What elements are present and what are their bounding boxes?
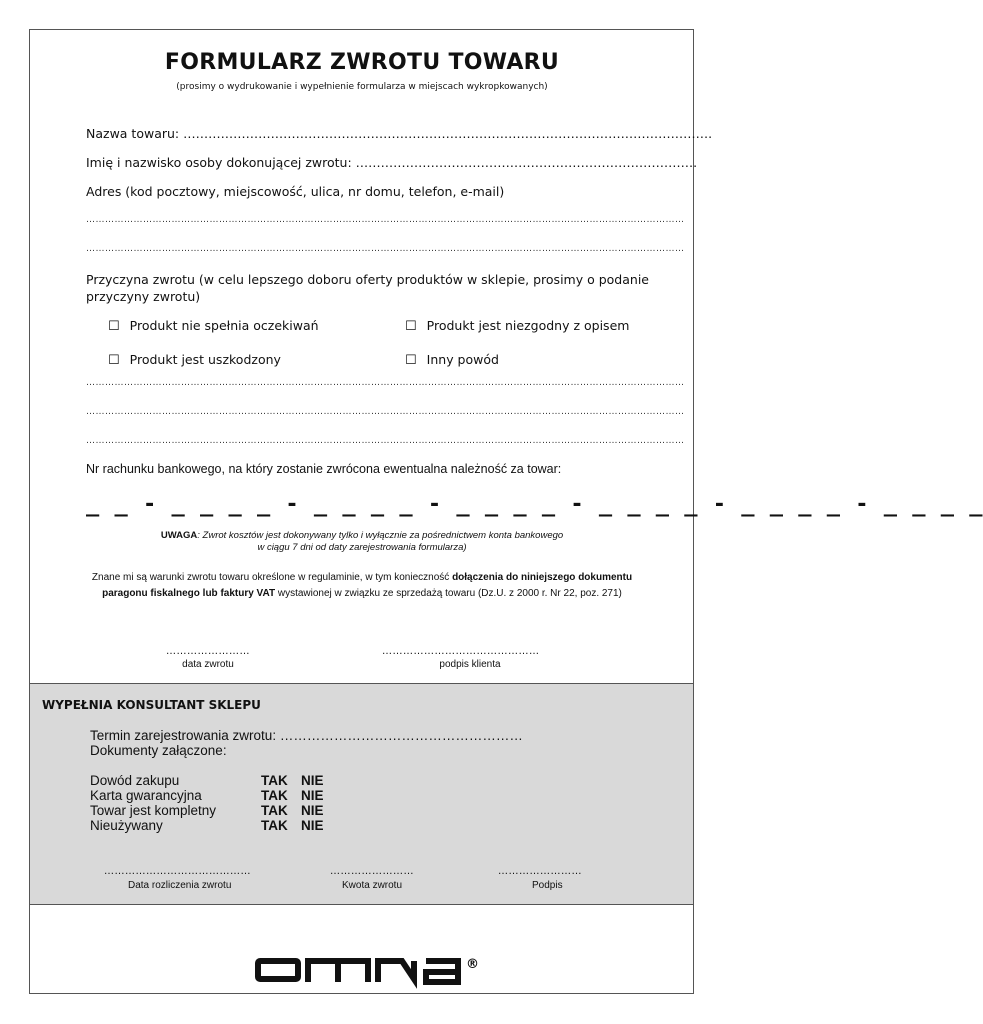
form-title: FORMULARZ ZWROTU TOWARU — [164, 50, 560, 75]
terms-bold-text: dołączenia do niniejszego dokumentu paragonu fiskalnego lub faktury VAT — [102, 572, 633, 599]
settlement-date-label: Data rozliczenia zwrotu — [128, 880, 232, 891]
address-line-1[interactable]: ……………………………………………………………………………………………………………………………………………………………………… — [86, 215, 685, 225]
reason-option-label: Produkt jest niezgodny z opisem — [426, 318, 630, 333]
return-date-field[interactable]: …………………… — [166, 646, 250, 657]
product-name-field[interactable]: Nazwa towaru: ………………………………………………………………………………………………………………. — [86, 126, 713, 141]
client-signature-label: podpis klienta — [439, 659, 501, 670]
check-label: Towar jest kompletny — [90, 803, 217, 818]
terms-text: wystawionej w związku ze sprzedażą towaru (Dz.U. z 2000 r. Nr 22, poz. 271) — [275, 588, 622, 599]
terms-text: Znane mi są warunki zwrotu towaru określone w regulaminie, w tym konieczność — [91, 572, 453, 583]
bank-account-label: Nr rachunku bankowego, na który zostanie zwrócona ewentualna należność za towar: — [86, 462, 562, 476]
refund-amount-field[interactable]: …………………… — [330, 866, 414, 877]
consultant-heading: WYPEŁNIA KONSULTANT SKLEPU — [42, 698, 261, 712]
reason-option-label: Produkt jest uszkodzony — [129, 352, 281, 367]
reason-option-not-meeting-expectations[interactable] — [108, 318, 319, 334]
registration-date-field[interactable]: Termin zarejestrowania zwrotu: ……………………………………………… — [90, 728, 523, 743]
checkbox-icon[interactable]: ☐ — [405, 319, 417, 334]
check-no-option[interactable]: NIE — [301, 818, 324, 833]
notice-text-line-2: w ciągu 7 dni od daty zarejestrowania formularza) — [257, 542, 467, 553]
checkbox-icon[interactable]: ☐ — [405, 353, 417, 368]
reason-label-line-1: Przyczyna zwrotu (w celu lepszego doboru oferty produktów w sklepie, prosimy o podanie — [86, 272, 649, 287]
notice-text-line-1: : Zwrot kosztów jest dokonywany tylko i wyłącznie za pośrednictwem konta bankowego — [197, 530, 564, 541]
reason-option-other[interactable] — [405, 352, 499, 368]
reason-line-3[interactable]: ……………………………………………………………………………………………………………………………………………………………………… — [86, 436, 685, 446]
consultant-signature-field[interactable]: …………………… — [498, 866, 582, 877]
reason-line-2[interactable]: ……………………………………………………………………………………………………………………………………………………………………… — [86, 407, 685, 417]
documents-label: Dokumenty załączone: — [90, 743, 227, 758]
checkbox-icon[interactable]: ☐ — [108, 319, 120, 334]
check-yes-option[interactable]: TAK — [261, 803, 288, 818]
check-label: Dowód zakupu — [90, 773, 180, 788]
client-signature-field[interactable]: ……………………………………… — [382, 646, 540, 657]
check-label: Karta gwarancyjna — [90, 788, 202, 803]
reason-option-damaged[interactable] — [108, 352, 281, 368]
terms-statement — [86, 570, 638, 602]
reason-label-line-2: przyczyny zwrotu) — [86, 289, 201, 304]
reason-option-label: Inny powód — [426, 352, 499, 367]
notice — [0, 530, 724, 554]
check-yes-option[interactable]: TAK — [261, 773, 288, 788]
reason-option-label: Produkt nie spełnia oczekiwań — [129, 318, 319, 333]
check-no-option[interactable]: NIE — [301, 788, 324, 803]
check-label: Nieużywany — [90, 818, 163, 833]
form-subtitle: (prosimy o wydrukowanie i wypełnienie formularza w miejscach wykropkowanych) — [176, 82, 548, 92]
check-no-option[interactable]: NIE — [301, 803, 324, 818]
address-line-2[interactable]: ……………………………………………………………………………………………………………………………………………………………………… — [86, 244, 685, 254]
return-date-label: data zwrotu — [182, 659, 234, 670]
registered-mark: ® — [466, 957, 479, 972]
checkbox-icon[interactable]: ☐ — [108, 353, 120, 368]
logo-letter-m — [308, 961, 368, 982]
reason-line-1[interactable]: ……………………………………………………………………………………………………………………………………………………………………… — [86, 378, 685, 388]
consultant-signature-label: Podpis — [532, 880, 563, 891]
check-yes-option[interactable]: TAK — [261, 818, 288, 833]
address-label: Adres (kod pocztowy, miejscowość, ulica, nr domu, telefon, e-mail) — [86, 184, 505, 199]
notice-label: UWAGA — [160, 530, 198, 541]
logo-letter-o — [258, 961, 298, 979]
refund-amount-label: Kwota zwrotu — [342, 880, 403, 891]
logo-letter-a — [426, 961, 458, 982]
check-yes-option[interactable]: TAK — [261, 788, 288, 803]
person-name-field[interactable]: Imię i nazwisko osoby dokonującej zwrotu: ………………………………………………………………………. — [86, 155, 698, 170]
omna-logo — [250, 952, 490, 988]
reason-option-not-as-described[interactable] — [405, 318, 629, 334]
settlement-date-field[interactable]: …………………………………… — [104, 866, 251, 877]
check-no-option[interactable]: NIE — [301, 773, 324, 788]
bank-account-input[interactable]: _ _ - _ _ _ _ - _ _ _ _ - _ _ _ _ - _ _ _ _ - _ _ _ _ - _ _ _ _ — [86, 492, 983, 517]
logo-letter-n — [378, 961, 414, 982]
